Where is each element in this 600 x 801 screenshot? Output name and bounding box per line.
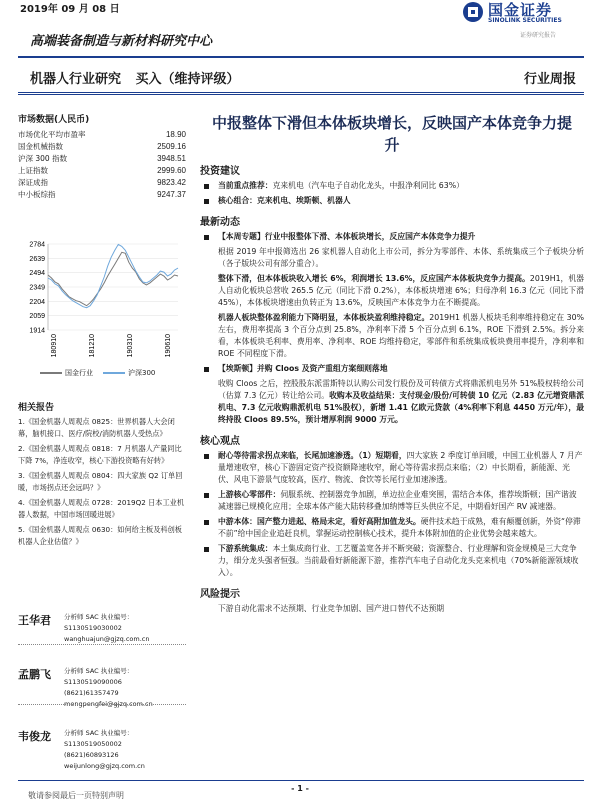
series-line-0 bbox=[48, 252, 178, 305]
market-data bbox=[18, 112, 186, 201]
chart-legend bbox=[40, 368, 155, 378]
legend-label-hs300: 沪深300 bbox=[128, 369, 156, 377]
legend-line-hs300 bbox=[103, 372, 125, 374]
news-1-para-2 bbox=[200, 273, 584, 309]
logo-mark-icon bbox=[462, 1, 484, 23]
footer-rule bbox=[18, 780, 584, 781]
market-row bbox=[18, 177, 186, 189]
market-value: 9823.42 bbox=[157, 178, 186, 187]
analyst-divider bbox=[18, 644, 186, 645]
news-1-p3-text: 2019H1 机器人板块毛利率维持稳定在 30%左右，费用率提高 3 个百分点到 25.8%，净利率下滑 5 个百分点到 6.1%，ROE 下滑到 2.5%。拆分来看，本体板块毛利率、费用率、净利率、ROE 均维持稳定，零部件和系统集成板块费用率提升，净利率和 ROE 不同程度下滑。 bbox=[218, 313, 585, 358]
report-date: 2019年 09 月 08 日 bbox=[20, 4, 120, 15]
report-link[interactable]: 1.《国金机器人周观点 0825：世界机器人大会闭幕，脑机接口、医疗/院校/消防机器人受热点》 bbox=[18, 417, 175, 438]
page-number: - 1 - bbox=[291, 784, 309, 793]
market-label: 中小板综指 bbox=[18, 190, 56, 199]
invest-1-text: 克来机电（汽车电子自动化龙头，中报净利同比 63%） bbox=[272, 181, 464, 190]
news-1-para: 根据 2019 年中报筛选出 26 家机器人自动化上市公司，拆分为零部件、本体、系统集成三个子板块分析（各子版块公司有部分重合）。 bbox=[218, 247, 584, 268]
y-tick-label: 2494 bbox=[29, 270, 45, 278]
x-tick-label: 180910 bbox=[51, 334, 58, 358]
market-row bbox=[18, 129, 186, 141]
x-tick-label: 181210 bbox=[89, 334, 96, 358]
report-link[interactable]: 4.《国金机器人周观点 0728：2019Q2 日本工业机器人数据，中国市场回暖进展》 bbox=[18, 498, 185, 519]
analyst-name: 王华君 bbox=[18, 614, 51, 627]
analyst-name: 韦俊龙 bbox=[18, 730, 51, 743]
market-label: 上证指数 bbox=[18, 166, 48, 175]
news-2-text: 收购 Cloos 之后，控股股东派雷斯特以认购公司发行股份及可转债方式将鼎派机电另外 51%股权转给公司（估算 7.3 亿元）转让给公司。 bbox=[218, 379, 584, 400]
news-1-heading: 【本周专题】行业中报整体下滑、本体板块增长，反应国产本体竞争力提升 bbox=[218, 232, 476, 241]
header-rule-3 bbox=[18, 94, 584, 95]
related-reports bbox=[18, 400, 186, 551]
y-tick-label: 2059 bbox=[29, 313, 45, 321]
analyst-phone: (8621)61357479 bbox=[64, 689, 119, 697]
analyst-role: 分析师 SAC 执业编号：S1130519030002 bbox=[64, 613, 134, 632]
news-2-bold: 收购本及收益结果：支付现金/股份/可转债 10 亿元（2.83 亿元增资鼎派机电、7.3 亿元收购鼎派机电 51%股权），新增 1.41 亿欧元贷款（4%利率下利息 4450 万元/年），最终持股 Cloos 89.5%，预计增厚利润 9000 万元。 bbox=[218, 391, 584, 424]
company-logo bbox=[462, 0, 582, 30]
market-row bbox=[18, 141, 186, 153]
news-item-2 bbox=[200, 363, 584, 375]
market-rows bbox=[18, 129, 186, 201]
core-1-text: 四大家族 2 季度订单回暖，中国工业机器人 7 月产量增速收窄，核心下游固定资产投资额降速收窄，耐心等待需求拐点来临；（2）中长期看，新能源、光伏、风电下游景气度较高，医疗、物流、食饮等长尾行业加速渗透。 bbox=[218, 451, 583, 484]
invest-item-2 bbox=[200, 195, 584, 207]
core-2-text: 伺服系统、控制器竞争加剧，单边拉企业难突围，需结合本体，推荐埃斯顿；国产谐波减速器已规模化应用；全球本体产能大陆转移叠加纳博等巨头供应不足，中期看好国产 RV 减速器。 bbox=[218, 490, 577, 511]
reports-title: 相关报告 bbox=[18, 403, 55, 413]
news-item-1 bbox=[200, 231, 584, 243]
core-1-bold: 耐心等待需求拐点来临，长尾加速渗透。（1）短期看， bbox=[218, 451, 407, 460]
core-item-3 bbox=[200, 516, 584, 540]
market-value: 18.90 bbox=[165, 130, 186, 139]
logo-cn: 国金证券 bbox=[488, 1, 553, 19]
analyst-info bbox=[64, 728, 188, 772]
news-1-para-3 bbox=[200, 312, 584, 360]
analyst-email[interactable]: weijunlong@gjzq.com.cn bbox=[64, 762, 145, 770]
analyst-email[interactable]: wanghuajun@gjzq.com.cn bbox=[64, 635, 150, 643]
report-link[interactable]: 2.《国金机器人周观点 0818：7 月机器人产量同比下降 7%，净连收窄，核心下游投资略有好转》 bbox=[18, 444, 182, 465]
news-1-p3-bold: 机器人板块整体盈利能力下降明显，本体板块盈利维持稳定。 bbox=[218, 313, 430, 322]
reports-list bbox=[18, 416, 186, 548]
market-label: 市场优化平均市盈率 bbox=[18, 130, 86, 139]
core-item-2 bbox=[200, 489, 584, 513]
report-link[interactable]: 5.《国金机器人周观点 0630：如何给主板及科创板机器人企业估值？》 bbox=[18, 525, 182, 546]
invest-2-bold: 核心组合：克来机电、埃斯顿、机器人 bbox=[218, 196, 351, 205]
core-4-bold: 下游系统集成： bbox=[218, 544, 273, 553]
report-type: 行业周报 bbox=[523, 72, 576, 87]
chart-svg bbox=[18, 238, 186, 368]
header-rule bbox=[18, 56, 584, 58]
main-content bbox=[200, 112, 584, 618]
market-value: 2999.60 bbox=[157, 166, 186, 175]
news-1-p2-bold: 整体下滑，但本体板块收入增长 6%，利润增长 13.6%，反应国产本体板块竞争力提高。 bbox=[218, 274, 530, 283]
core-section-title: 核心观点 bbox=[200, 436, 240, 447]
logo-en: SINOLINK SECURITIES bbox=[488, 17, 562, 24]
legend-item-industry bbox=[40, 368, 93, 378]
legend-item-hs300 bbox=[103, 368, 155, 378]
rating: 买入（维持评级） bbox=[135, 72, 240, 87]
analyst-info bbox=[64, 612, 188, 645]
header-rule-2 bbox=[18, 92, 584, 93]
risk-section-title: 风险提示 bbox=[200, 589, 240, 600]
y-tick-label: 2639 bbox=[29, 255, 45, 263]
market-value: 2509.16 bbox=[157, 142, 186, 151]
industry-line bbox=[30, 68, 250, 87]
analyst-phone: (8621)60893126 bbox=[64, 751, 119, 759]
market-value: 9247.37 bbox=[157, 190, 186, 199]
core-4-text: 本土集成商行业、工艺覆盖宽各并不断突破；资源整合、行业理解和资金规模是三大竞争力，细分龙头强者恒强。当前最看好新能源下游，推荐汽车电子自动化龙头克来机电（70%新能源领域收入）。 bbox=[218, 544, 579, 577]
analyst-role: 分析师 SAC 执业编号：S1130519050002 bbox=[64, 729, 134, 748]
invest-section-title: 投资建议 bbox=[200, 166, 240, 177]
core-item-4 bbox=[200, 543, 584, 579]
y-tick-label: 2349 bbox=[29, 284, 45, 292]
news-2-heading: 【埃斯顿】并购 Cloos 及资产重组方案细则落地 bbox=[218, 364, 388, 373]
slogan: 证券研究报告 bbox=[520, 32, 557, 39]
analyst-divider bbox=[18, 704, 186, 705]
market-value: 3948.51 bbox=[157, 154, 186, 163]
y-tick-label: 2784 bbox=[29, 241, 45, 249]
analyst-email[interactable]: mengpengfei@gjzq.com.cn bbox=[64, 700, 153, 708]
industry-name: 机器人行业研究 bbox=[30, 72, 122, 87]
y-tick-label: 2204 bbox=[29, 298, 45, 306]
market-label: 深证成指 bbox=[18, 178, 48, 187]
invest-item-1 bbox=[200, 180, 584, 192]
news-1-p2-text: 2019H1，机器人自动化板块总营收 265.5 亿元（同比下滑 0.2%），本体板块增速 6%；归母净利 16.3 亿元（同比下滑 45%），本体板块增速由负转正为 13.6%，反映国产本体竞争力在不断提高。 bbox=[218, 274, 584, 307]
x-tick-label: 190310 bbox=[127, 334, 134, 358]
news-section-title: 最新动态 bbox=[200, 217, 240, 228]
report-title: 中报整体下滑但本体板块增长，反映国产本体竞争力提升 bbox=[211, 114, 572, 154]
core-3-bold: 中游本体：国产整力进起、格局未定，看好高附加值龙头。 bbox=[218, 517, 421, 526]
legend-label-industry: 国金行业 bbox=[65, 369, 93, 377]
market-row bbox=[18, 189, 186, 201]
invest-1-bold: 当前重点推荐： bbox=[218, 181, 273, 190]
core-2-bold: 上游核心零部件： bbox=[218, 490, 281, 499]
market-row bbox=[18, 153, 186, 165]
market-label: 沪深 300 指数 bbox=[18, 154, 68, 163]
market-label: 国金机械指数 bbox=[18, 142, 63, 151]
market-title: 市场数据(人民币) bbox=[18, 115, 90, 125]
risk-text: 下游自动化需求不达预期、行业竞争加剧、国产进口替代不达预期 bbox=[218, 604, 445, 613]
legend-line-industry bbox=[40, 372, 62, 374]
footer-note: 敬请参阅最后一页特别声明 bbox=[28, 791, 124, 800]
y-tick-label: 1914 bbox=[29, 327, 45, 335]
report-link[interactable]: 3.《国金机器人周观点 0804：四大家族 Q2 订单回暖，市场拐点还会远吗？》 bbox=[18, 471, 183, 492]
core-item-1 bbox=[200, 450, 584, 486]
core-3-text: 硬件技术趋于成熟，难有颠覆创新，外资“停滞不前”给中国企业追赶良机，掌握运动控制核心技术，提升本体附加值的企业优势会越来越大。 bbox=[218, 517, 581, 538]
analyst-role: 分析师 SAC 执业编号：S1130519090006 bbox=[64, 667, 134, 686]
news-2-para bbox=[200, 378, 584, 426]
x-tick-label: 190610 bbox=[165, 334, 172, 358]
index-chart bbox=[18, 238, 186, 388]
analyst-name: 孟鹏飞 bbox=[18, 668, 51, 681]
research-dept: 高端装备制造与新材料研究中心 bbox=[30, 34, 213, 49]
market-row bbox=[18, 165, 186, 177]
